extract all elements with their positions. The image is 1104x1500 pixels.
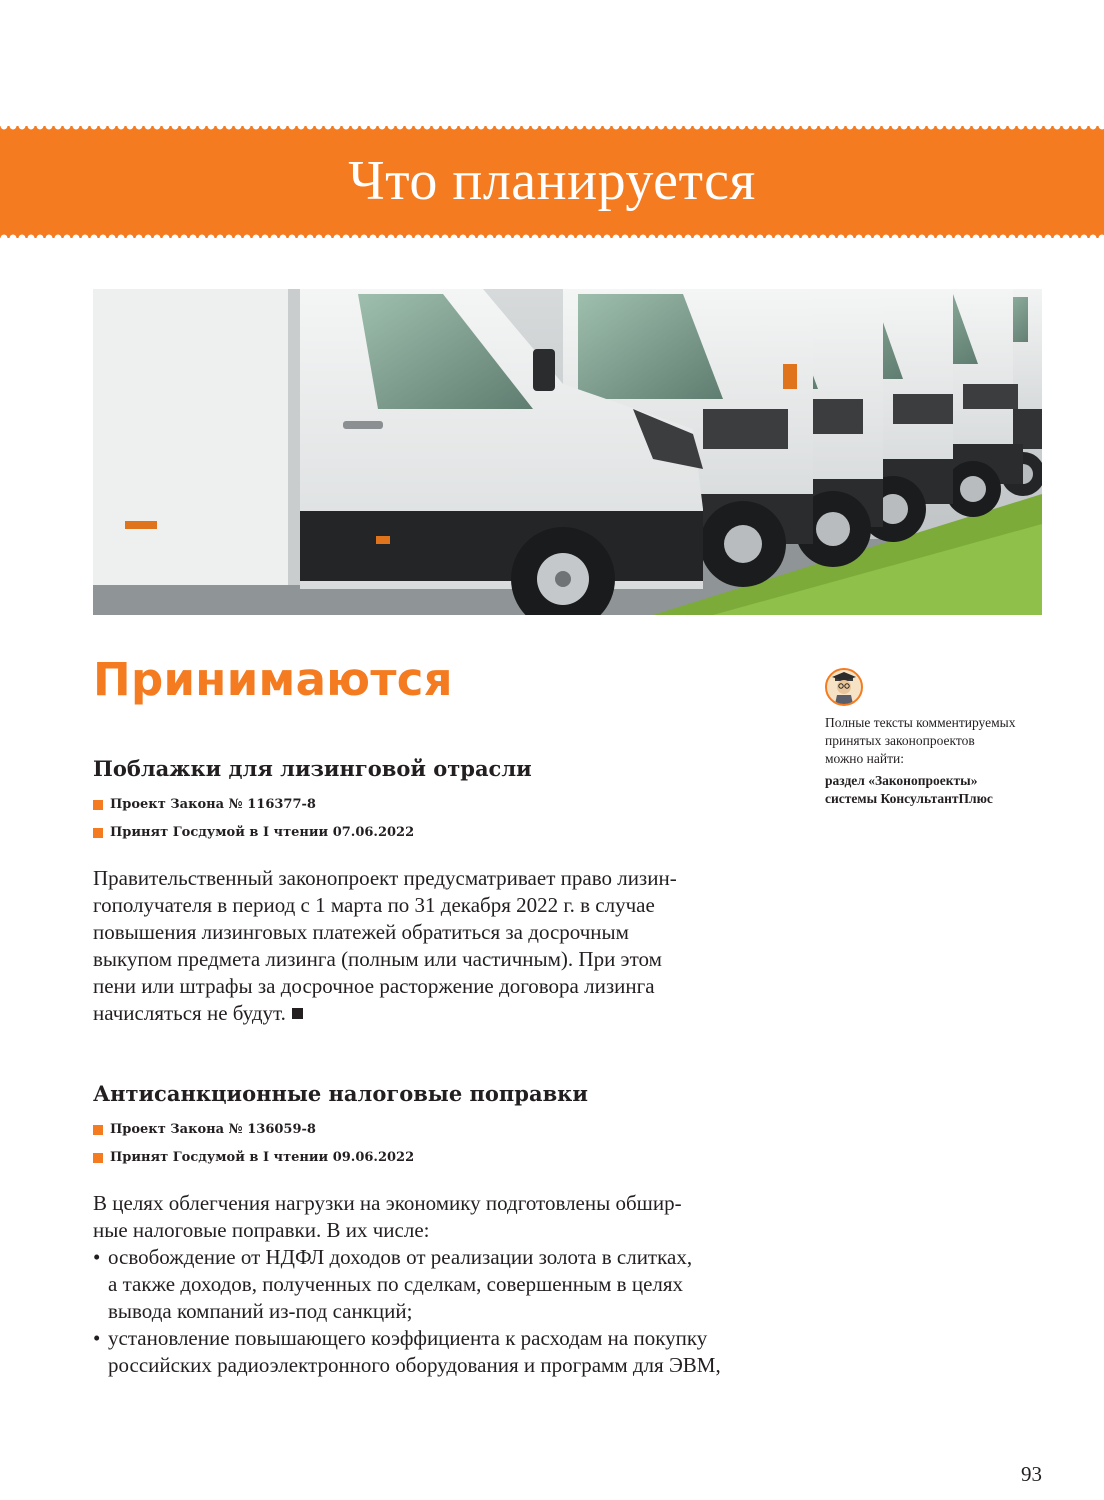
sidebar-source-line: раздел «Законопроекты» — [825, 773, 978, 788]
page-number: 93 — [1021, 1462, 1042, 1486]
article-meta-list — [93, 791, 414, 847]
body-line: повышения лизинговых платежей обратиться за досрочным — [93, 920, 629, 944]
bullet-item — [93, 1244, 773, 1325]
bullet-item — [93, 1325, 773, 1379]
body-line: российских радиоэлектронного оборудования и программ для ЭВМ, — [108, 1353, 721, 1377]
bullet-list — [93, 1244, 773, 1379]
meta-item — [93, 791, 414, 819]
article-body — [93, 865, 773, 1027]
body-line: а также доходов, полученных по сделкам, совершенным в целях — [108, 1272, 684, 1296]
bullet-icon: • — [93, 1245, 101, 1269]
body-line: выкупом предмета лизинга (полным или частичным). При этом — [93, 947, 662, 971]
sidebar-source-line: системы КонсультантПлюс — [825, 791, 993, 806]
sidebar-note — [825, 668, 1055, 808]
sidebar-note-line: можно найти: — [825, 751, 904, 766]
body-line: вывода компаний из-под санкций; — [108, 1299, 413, 1323]
meta-item — [93, 1144, 414, 1172]
body-line: пени или штрафы за досрочное расторжение договора лизинга — [93, 974, 655, 998]
consultant-avatar-icon — [825, 668, 863, 706]
section-title: Принимаются — [93, 653, 453, 706]
article-title: Антисанкционные налоговые поправки — [93, 1081, 588, 1106]
meta-bill-number: Проект Закона № 136059-8 — [110, 1122, 316, 1137]
meta-reading-date: Принят Госдумой в I чтении 07.06.2022 — [110, 825, 415, 840]
meta-bill-number: Проект Закона № 116377-8 — [110, 797, 316, 812]
vans-photo — [93, 289, 1042, 615]
body-line: ные налоговые поправки. В их числе: — [93, 1218, 430, 1242]
article-body — [93, 1190, 773, 1379]
sidebar-note-line: принятых законопроектов — [825, 733, 975, 748]
body-line: освобождение от НДФЛ доходов от реализации золота в слитках, — [108, 1245, 693, 1269]
article-meta-list — [93, 1116, 414, 1172]
banner-scallop-top — [0, 126, 1104, 134]
meta-item — [93, 1116, 414, 1144]
vans-illustration — [93, 289, 1042, 615]
bullet-icon: • — [93, 1326, 101, 1350]
orange-square-icon — [93, 828, 103, 838]
article-title: Поблажки для лизинговой отрасли — [93, 756, 532, 781]
banner-scallop-bottom — [0, 230, 1104, 238]
meta-reading-date: Принят Госдумой в I чтении 09.06.2022 — [110, 1150, 415, 1165]
body-line: В целях облегчения нагрузки на экономику подготовлены обшир- — [93, 1191, 682, 1215]
body-line: гополучателя в период с 1 марта по 31 декабря 2022 г. в случае — [93, 893, 655, 917]
orange-square-icon — [93, 1153, 103, 1163]
header-banner — [0, 126, 1104, 238]
body-line-last — [93, 1000, 773, 1027]
banner-title: Что планируется — [348, 150, 756, 212]
meta-item — [93, 819, 414, 847]
orange-square-icon — [93, 1125, 103, 1135]
body-line-text: начисляться не будут. — [93, 1001, 286, 1025]
sidebar-note-line: Полные тексты комментируемых — [825, 715, 1016, 730]
body-line: установление повышающего коэффициента к расходам на покупку — [108, 1326, 708, 1350]
end-mark-icon — [292, 1008, 303, 1019]
avatar-illustration — [827, 670, 861, 704]
orange-square-icon — [93, 800, 103, 810]
body-line: Правительственный законопроект предусматривает право лизин- — [93, 866, 677, 890]
